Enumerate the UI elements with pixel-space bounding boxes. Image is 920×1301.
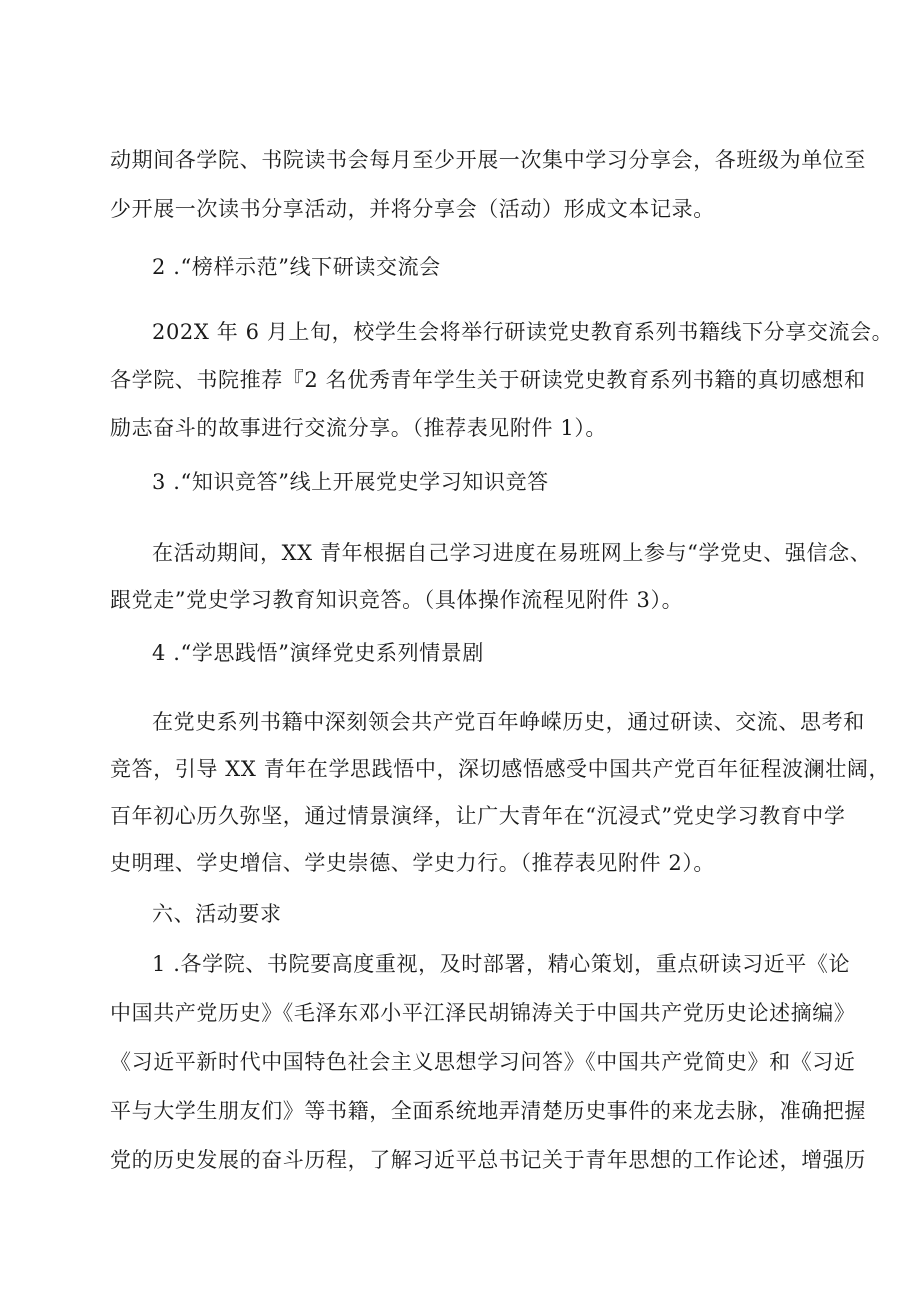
paragraph-line: 在活动期间，XX 青年根据自己学习进度在易班网上参与“学党史、强信念、	[152, 541, 872, 565]
paragraph-line: 《习近平新时代中国特色社会主义思想学习问答》《中国共产党简史》和《习近	[110, 1050, 856, 1074]
paragraph-line: 平与大学生朋友们》等书籍，全面系统地弄清楚历史事件的来龙去脉，准确把握	[110, 1099, 866, 1123]
paragraph-line: 史明理、学史增信、学史崇德、学史力行。（推荐表见附件 2）。	[110, 851, 716, 875]
section-heading-4: 4 .“学思践悟”演绎党史系列情景剧	[152, 641, 484, 665]
paragraph-line: 少开展一次读书分享活动，并将分享会（活动）形成文本记录。	[110, 197, 715, 221]
paragraph-line: 202X 年 6 月上旬，校学生会将举行研读党史教育系列书籍线下分享交流会。	[152, 320, 894, 344]
section-heading-2: 2 .“榜样示范”线下研读交流会	[152, 255, 441, 279]
paragraph-line: 励志奋斗的故事进行交流分享。（推荐表见附件 1）。	[110, 416, 608, 440]
paragraph-line: 1 .各学院、书院要高度重视，及时部署，精心策划，重点研读习近平《论	[152, 952, 851, 976]
paragraph-line: 各学院、书院推荐『2 名优秀青年学生关于研读党史教育系列书籍的真切感想和	[110, 368, 866, 392]
paragraph-line: 在党史系列书籍中深刻领会共产党百年峥嵘历史，通过研读、交流、思考和	[152, 710, 865, 734]
paragraph-line: 动期间各学院、书院读书会每月至少开展一次集中学习分享会，各班级为单位至	[110, 148, 866, 172]
paragraph-line: 党的历史发展的奋斗历程，了解习近平总书记关于青年思想的工作论述，增强历	[110, 1148, 866, 1172]
paragraph-line: 百年初心历久弥坚，通过情景演绎，让广大青年在“沉浸式”党史学习教育中学	[110, 804, 846, 828]
section-heading-activity-requirements: 六、活动要求	[152, 902, 282, 926]
section-heading-3: 3 .“知识竞答”线上开展党史学习知识竞答	[152, 470, 549, 494]
paragraph-line: 竞答，引导 XX 青年在学思践悟中，深切感悟感受中国共产党百年征程波澜壮阔，	[110, 757, 891, 781]
paragraph-line: 跟党走”党史学习教育知识竞答。（具体操作流程见附件 3）。	[110, 588, 684, 612]
paragraph-line: 中国共产党历史》《毛泽东邓小平江泽民胡锦涛关于中国共产党历史论述摘编》	[110, 1001, 856, 1025]
